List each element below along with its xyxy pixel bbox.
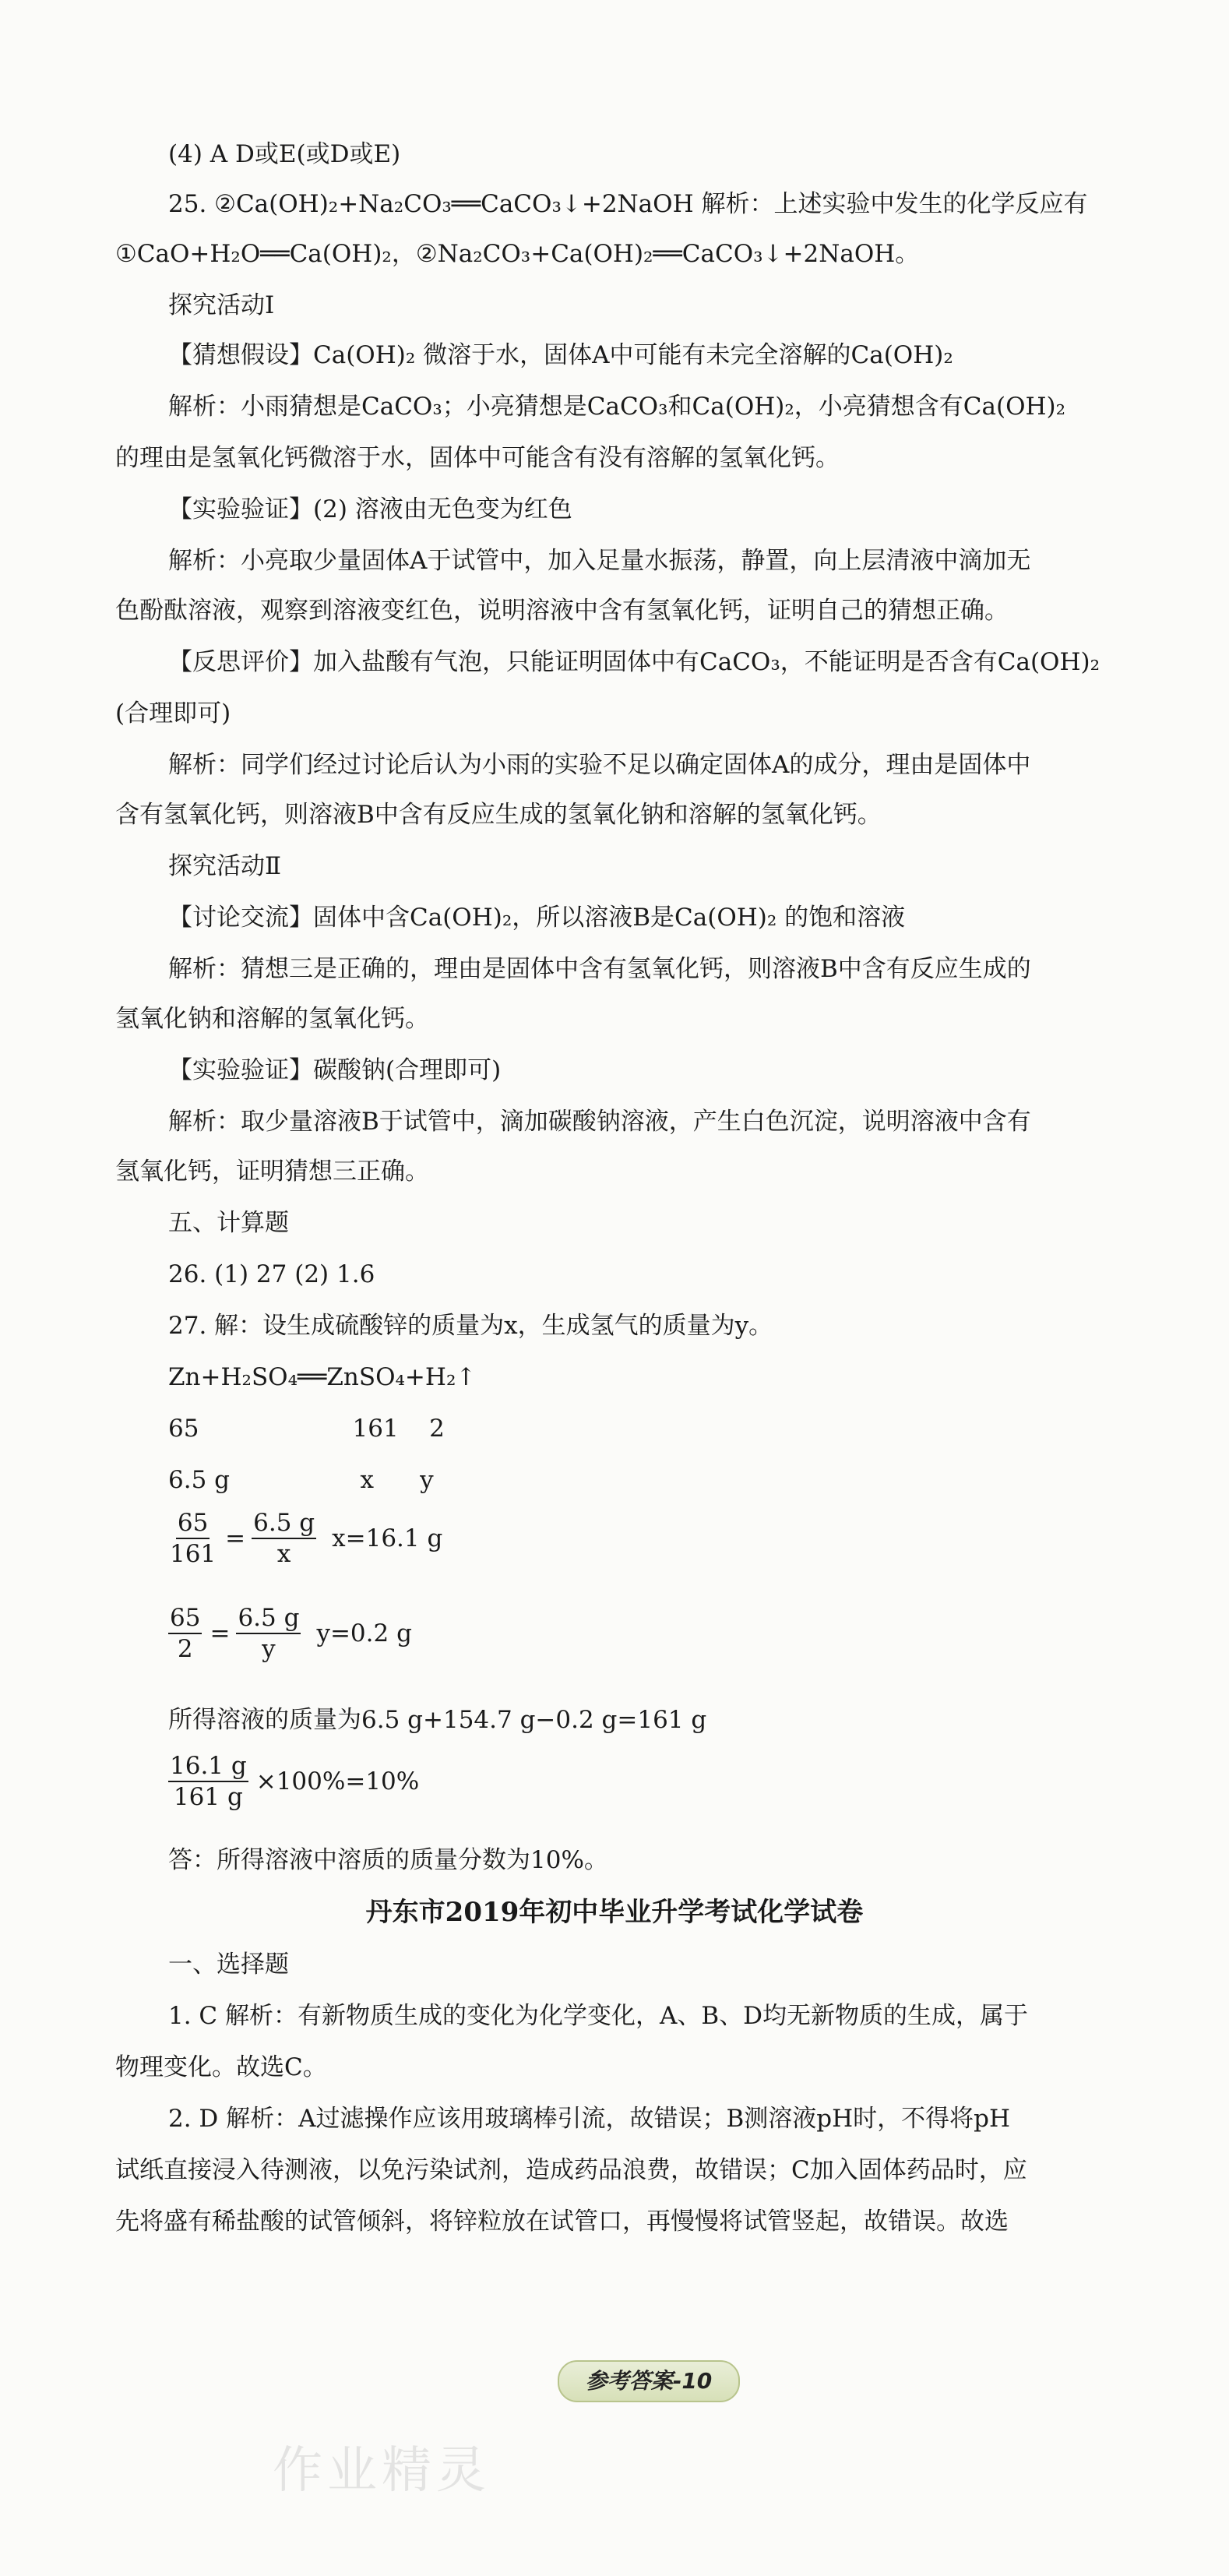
result: y=0.2 g (316, 1619, 412, 1647)
fraction-right (236, 1603, 301, 1664)
discussion-analysis-2: 氢氧化钠和溶解的氢氧化钙。 (115, 1005, 429, 1033)
denominator: x (276, 1540, 291, 1568)
fraction-right (252, 1508, 316, 1569)
numerator: 16.1 g (168, 1751, 248, 1782)
section-title: 丹东市2019年初中毕业升学考试化学试卷 (365, 1897, 864, 1928)
answer-25-equation: 25. ②Ca(OH)₂+Na₂CO₃══CaCO₃↓+2NaOH 解析：上述实验中发生的化学反应有 (168, 190, 1088, 218)
equals-sign: = (210, 1619, 231, 1647)
numerator: 6.5 g (252, 1508, 316, 1539)
solution-mass: 所得溶液的质量为6.5 g+154.7 g−0.2 g=161 g (168, 1706, 707, 1734)
reflection-answer-cont: (合理即可) (115, 700, 231, 728)
result: ×100%=10% (255, 1767, 420, 1795)
answer-26: 26. (1) 27 (2) 1.6 (168, 1260, 375, 1288)
answer-2-line-2: 试纸直接浸入待测液，以免污染试剂，造成药品浪费，故错误；C加入固体药品时，应 (115, 2156, 1027, 2184)
numerator: 65 (168, 1603, 202, 1634)
proportion-hydrogen (168, 1603, 412, 1664)
answer-27-molar-masses: 65 161 2 (168, 1415, 445, 1443)
numerator: 6.5 g (236, 1603, 301, 1634)
verification-analysis-1: 解析：小亮取少量固体A于试管中，加入足量水振荡，静置，向上层清液中滴加无 (168, 547, 1031, 575)
verification-analysis-2: 色酚酞溶液，观察到溶液变红色，说明溶液中含有氢氧化钙，证明自己的猜想正确。 (115, 597, 1009, 625)
fraction-left (168, 1603, 202, 1664)
watermark-logo: 作业精灵 (273, 2442, 491, 2500)
verification-2-analysis-2: 氢氧化钙，证明猜想三正确。 (115, 1158, 429, 1186)
fraction (168, 1751, 248, 1812)
hypothesis-analysis-1: 解析：小雨猜想是CaCO₃；小亮猜想是CaCO₃和Ca(OH)₂，小亮猜想含有Ca(OH)₂ (168, 393, 1066, 421)
result: x=16.1 g (332, 1524, 443, 1552)
denominator: 161 (170, 1540, 217, 1568)
answer-1-line-2: 物理变化。故选C。 (115, 2053, 327, 2081)
verification-2-answer: 【实验验证】碳酸钠(合理即可) (168, 1056, 502, 1084)
denominator: 2 (177, 1635, 193, 1663)
reflection-analysis-1: 解析：同学们经过讨论后认为小雨的实验不足以确定固体A的成分，理由是固体中 (168, 751, 1031, 779)
answer-27-conclusion: 答：所得溶液中溶质的质量分数为10%。 (168, 1846, 608, 1874)
fraction-left (168, 1508, 217, 1569)
answer-2-line-3: 先将盛有稀盐酸的试管倾斜，将锌粒放在试管口，再慢慢将试管竖起，故错误。故选 (115, 2208, 1009, 2236)
mass-fraction (168, 1751, 419, 1812)
denominator: y (262, 1635, 276, 1663)
hypothesis-answer: 【猜想假设】Ca(OH)₂ 微溶于水，固体A中可能有未完全溶解的Ca(OH)₂ (168, 341, 953, 369)
numerator: 65 (176, 1508, 210, 1539)
answer-24-4: (4) A D或E(或D或E) (168, 140, 401, 168)
answer-27-masses: 6.5 g x y (168, 1466, 434, 1494)
answer-27-equation: Zn+H₂SO₄══ZnSO₄+H₂↑ (168, 1363, 477, 1391)
reflection-answer: 【反思评价】加入盐酸有气泡，只能证明固体中有CaCO₃，不能证明是否含有Ca(OH)₂ (168, 648, 1100, 676)
verification-2-analysis-1: 解析：取少量溶液B于试管中，滴加碳酸钠溶液，产生白色沉淀，说明溶液中含有 (168, 1108, 1031, 1136)
inquiry-1-heading: 探究活动Ⅰ (168, 291, 275, 319)
answer-27-setup: 27. 解：设生成硫酸锌的质量为x，生成氢气的质量为y。 (168, 1312, 773, 1340)
discussion-answer: 【讨论交流】固体中含Ca(OH)₂，所以溶液B是Ca(OH)₂ 的饱和溶液 (168, 904, 906, 932)
answer-25-reactions: ①CaO+H₂O══Ca(OH)₂，②Na₂CO₃+Ca(OH)₂══CaCO₃↓+2NaOH。 (115, 240, 920, 268)
reflection-analysis-2: 含有氢氧化钙，则溶液B中含有反应生成的氢氧化钠和溶解的氢氧化钙。 (115, 801, 882, 829)
verification-answer: 【实验验证】(2) 溶液由无色变为红色 (168, 495, 572, 523)
inquiry-2-heading: 探究活动Ⅱ (168, 852, 282, 880)
section-choice-heading: 一、选择题 (168, 1951, 289, 1979)
proportion-zinc-sulfate (168, 1508, 442, 1569)
answer-2-line-1: 2. D 解析：A过滤操作应该用玻璃棒引流，故错误；B测溶液pH时，不得将pH (168, 2105, 1011, 2133)
page-number-badge: 参考答案-10 (558, 2360, 740, 2402)
equals-sign: = (225, 1524, 246, 1552)
denominator: 161 g (173, 1783, 243, 1811)
answer-1-line-1: 1. C 解析：有新物质生成的变化为化学变化，A、B、D均无新物质的生成，属于 (168, 2002, 1029, 2030)
discussion-analysis-1: 解析：猜想三是正确的，理由是固体中含有氢氧化钙，则溶液B中含有反应生成的 (168, 955, 1031, 983)
hypothesis-analysis-2: 的理由是氢氧化钙微溶于水，固体中可能含有没有溶解的氢氧化钙。 (115, 444, 840, 472)
section-calculation-heading: 五、计算题 (168, 1209, 289, 1237)
